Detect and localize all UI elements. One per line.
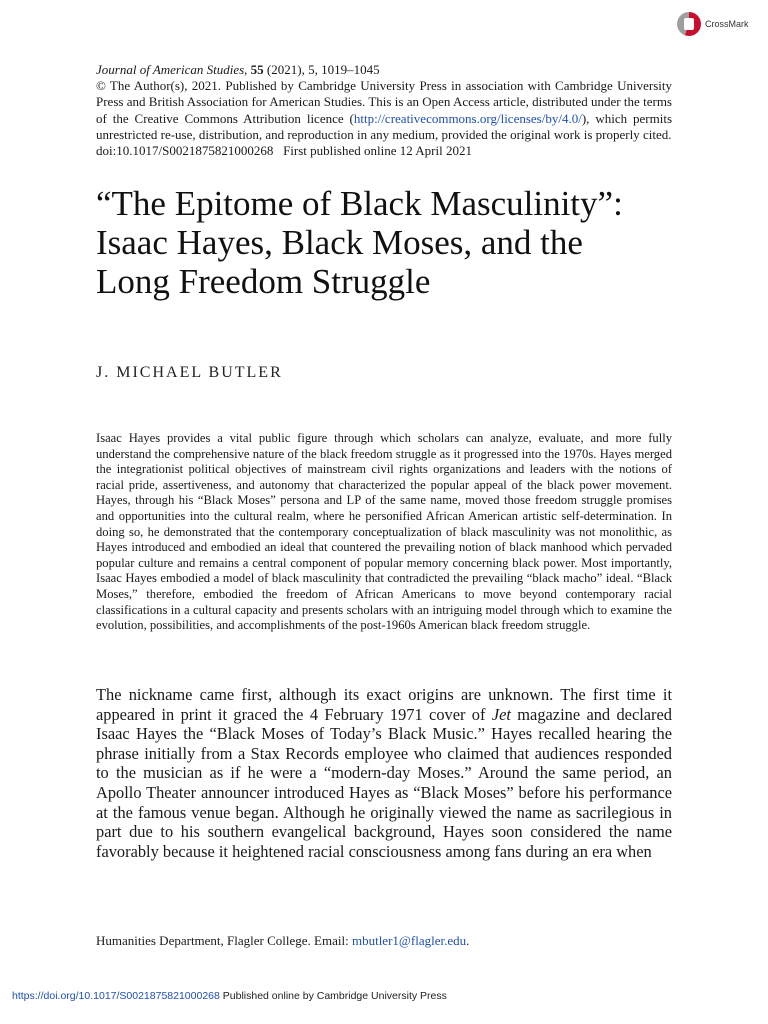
crossmark-label: CrossMark bbox=[705, 19, 749, 29]
body-text-end: magazine and declared Isaac Hayes the “Black Moses of Today’s Black Music.” Hayes recalled hearing the phrase initially from a Stax Records employee who claimed that audiences responded to the musician as if he were a “modern-day Moses.” Around the same period, an Apollo Theater announcer introduced Hayes as “Black Moses” before his performance at the famous venue began. Although he originally viewed the name as sacrilegious in part due to his southern evangelical background, Hayes soon considered the name favorably because it heightened racial consciousness among fans during an era when bbox=[96, 704, 672, 861]
published-date: First published online 12 April 2021 bbox=[283, 143, 472, 159]
doi-line bbox=[96, 143, 672, 159]
crossmark-icon bbox=[677, 12, 701, 36]
magazine-name: Jet bbox=[491, 704, 511, 724]
author-email-link[interactable]: mbutler1@flagler.edu bbox=[351, 933, 467, 948]
copyright-notice bbox=[96, 78, 672, 143]
journal-volume: 55 bbox=[250, 62, 264, 77]
body-paragraph bbox=[96, 685, 672, 861]
journal-name: Journal of American Studies bbox=[96, 62, 245, 77]
page-footer bbox=[12, 990, 447, 1002]
affiliation-suffix: . bbox=[466, 933, 470, 948]
body-text-start: The nickname came first, although its exact origins are unknown. The first time it appeared in print it graced the 4 February 1971 cover of bbox=[96, 685, 672, 724]
footer-text: Published online by Cambridge University Press bbox=[219, 990, 447, 1002]
crossmark-badge[interactable] bbox=[677, 12, 749, 36]
author-name: J. MICHAEL BUTLER bbox=[96, 364, 283, 381]
license-link[interactable]: http://creativecommons.org/licenses/by/4.0/ bbox=[353, 110, 582, 126]
article-metadata bbox=[96, 62, 672, 159]
doi-link[interactable]: https://doi.org/10.1017/S0021875821000268 bbox=[12, 990, 220, 1002]
journal-issue-pages: (2021), 5, 1019–1045 bbox=[263, 62, 380, 77]
doi: doi:10.1017/S0021875821000268 bbox=[96, 143, 274, 159]
journal-citation: Journal of American Studies, 55 (2021), 5, 1019–1045 bbox=[96, 62, 380, 77]
copyright-text-end: ), which permits unrestricted re-use, distribution, and reproduction in any medium, provided the original work is properly cited. bbox=[96, 110, 672, 142]
affiliation-text: Humanities Department, Flagler College. Email: bbox=[96, 933, 352, 948]
copyright-text: © The Author(s), 2021. Published by Cambridge University Press in association with Cambridge University Press and British Association for American Studies. This is an Open Access article, distributed under the terms of the Creative Commons Attribution licence ( bbox=[96, 78, 672, 126]
article-title: “The Epitome of Black Masculinity”: Isaac Hayes, Black Moses, and the Long Freedom Struggle bbox=[96, 184, 623, 301]
abstract: Isaac Hayes provides a vital public figure through which scholars can analyze, evaluate, and more fully understand the comprehensive nature of the black freedom struggle as it progressed into the 1970s. Hayes merged the integrationist political objectives of mainstream civil rights organizations and leaders with the notions of racial pride, assertiveness, and autonomy that characterized the popular appeal of the black power movement. Hayes, through his “Black Moses” persona and LP of the same name, moved those freedom struggle promises and opportunities into the cultural realm, where he personified African American artistic self-determination. In doing so, he demonstrated that the contemporary conceptualization of black masculinity was not monolithic, as Hayes introduced and embodied an ideal that countered the prevailing notion of black manhood which pervaded popular culture and remains a central component of popular memory concerning black power. Most importantly, Isaac Hayes embodied a model of black masculinity that contradicted the prevailing “black macho” ideal. “Black Moses,” therefore, embodied the freedom of African Americans to move beyond contemporary racial classifications in a cultural capacity and presents scholars with an intriguing model through which to examine the evolution, possibilities, and accomplishments of the post-1960s American black freedom struggle. bbox=[96, 431, 672, 633]
author-affiliation bbox=[96, 933, 469, 949]
